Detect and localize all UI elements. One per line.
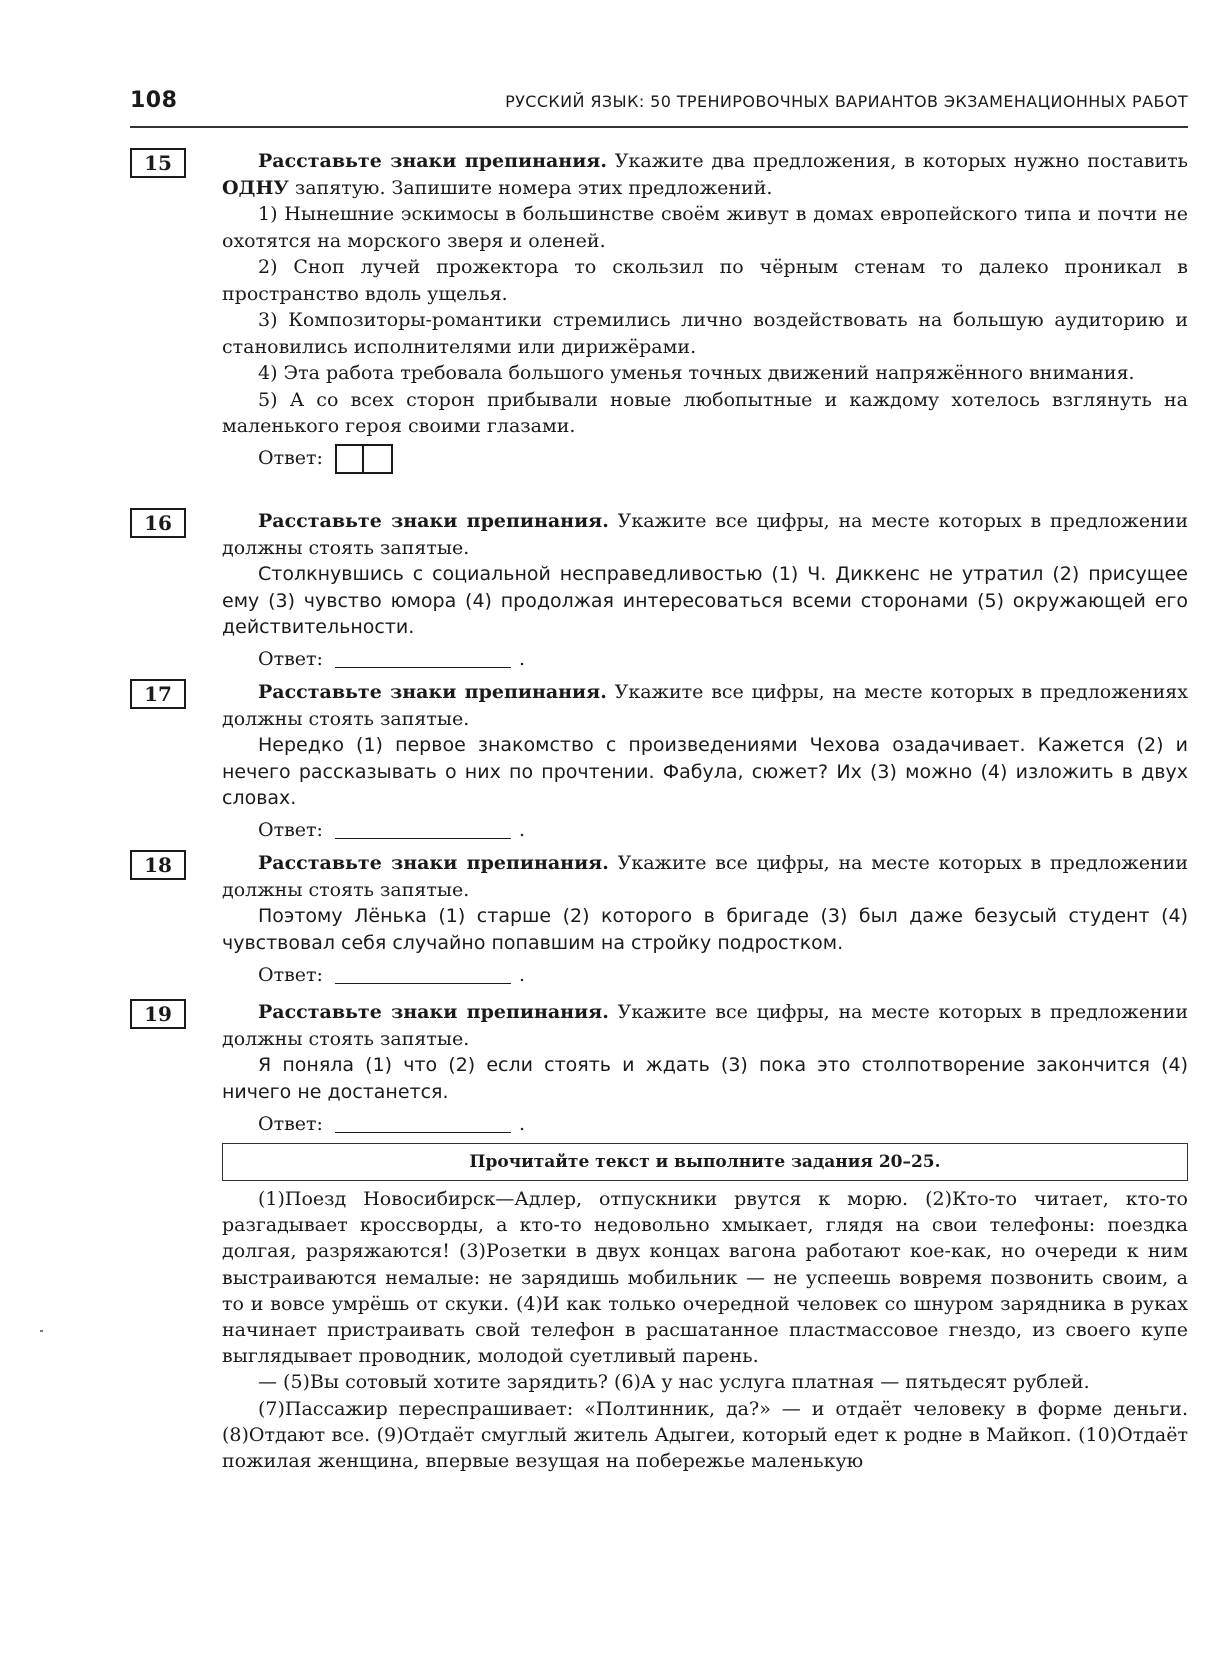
answer-row xyxy=(258,960,1188,990)
answer-line[interactable] xyxy=(335,967,511,984)
instruction-text: Укажите все цифры, на месте которых в предложении должны стоять запятые. xyxy=(222,1001,1189,1050)
sentence-item: 4) Эта работа требовала большого уменья точных движений напряжённого внимания. xyxy=(258,362,1135,384)
instruction-bold: Расставьте знаки препинания. xyxy=(258,681,607,703)
reading-text xyxy=(222,1186,1188,1474)
answer-label: Ответ: xyxy=(258,648,323,671)
instruction-text: Укажите все цифры, на месте которых в предложении должны стоять запятые. xyxy=(222,852,1189,901)
answer-end-mark: . xyxy=(518,819,525,842)
task-body xyxy=(222,999,1188,1139)
page-header xyxy=(130,88,1188,128)
sentence-item: 3) Композиторы-романтики стремились лично воздействовать на большую аудиторию и становились исполнителями или дирижёрами. xyxy=(222,309,1188,358)
answer-label: Ответ: xyxy=(258,447,323,470)
instruction-bold: Расставьте знаки препинания. xyxy=(258,852,609,874)
instruction-text: Укажите все цифры, на месте которых в предложениях должны стоять запятые. xyxy=(222,681,1188,730)
task-number-badge: 16 xyxy=(130,508,186,538)
sentence-item: 5) А со всех сторон прибывали новые любопытные и каждому хотелось взглянуть на маленького героя своими глазами. xyxy=(222,388,1188,437)
sentence-item: 1) Нынешние эскимосы в большинстве своём живут в домах европейского типа и почти не охотятся на морского зверя и оленей. xyxy=(222,203,1188,252)
answer-end-mark: . xyxy=(518,1112,525,1135)
scan-speck xyxy=(40,1330,43,1332)
task-instruction xyxy=(222,679,1188,732)
answer-end-mark: . xyxy=(518,648,525,671)
task-body xyxy=(222,850,1188,990)
reading-paragraph: (7)Пассажир переспрашивает: «Полтинник, да?» — и отдаёт человеку в форме деньги. (8)Отдают все. (9)Отдаёт смуглый житель Адыгеи, который едет к родне в Майкоп. (10)Отдаёт пожилая женщина, впервые везущая на побережье маленькую xyxy=(222,1397,1188,1473)
instruction-bold: Расставьте знаки препинания. xyxy=(258,510,609,532)
task-number-badge: 18 xyxy=(130,850,186,880)
answer-label: Ответ: xyxy=(258,819,323,842)
task-instruction xyxy=(222,148,1188,201)
sentence-item: 2) Сноп лучей прожектора то скользил по чёрным стенам то далеко проникал в пространство вдоль ущелья. xyxy=(222,256,1188,305)
task-passage: Поэтому Лёнька (1) старше (2) которого в бригаде (3) был даже безусый студент (4) чувствовал себя случайно попавшим на стройку подростком. xyxy=(222,905,1188,954)
task-body xyxy=(222,679,1188,846)
task-body xyxy=(222,148,1188,474)
answer-box-cell[interactable] xyxy=(335,444,364,474)
answer-row xyxy=(258,444,1188,474)
running-head: РУССКИЙ ЯЗЫК: 50 ТРЕНИРОВОЧНЫХ ВАРИАНТОВ ЭКЗАМЕНАЦИОННЫХ РАБОТ xyxy=(505,92,1188,111)
instruction-bold: Расставьте знаки препинания. xyxy=(258,1001,609,1023)
instruction-emphasis: ОДНУ xyxy=(222,176,289,199)
answer-label: Ответ: xyxy=(258,1112,323,1135)
answer-row xyxy=(258,645,1188,675)
answer-boxes xyxy=(335,444,393,474)
answer-row xyxy=(258,1109,1188,1139)
answer-end-mark: . xyxy=(518,963,525,986)
instruction-text: Укажите два предложения, в которых нужно поставить xyxy=(606,150,1188,172)
instruction-text: Укажите все цифры, на месте которых в предложении должны стоять запятые. xyxy=(222,510,1189,559)
instruction-bold: Расставьте знаки препинания. xyxy=(258,150,607,172)
task-number-badge: 17 xyxy=(130,679,186,709)
task-passage: Я поняла (1) что (2) если стоять и ждать (3) пока это столпотворение закончится (4) ничего не достанется. xyxy=(222,1054,1188,1103)
answer-box-cell[interactable] xyxy=(364,444,393,474)
task-number-badge: 15 xyxy=(130,148,186,178)
reading-instruction-box: Прочитайте текст и выполните задания 20–25. xyxy=(222,1143,1188,1181)
reading-paragraph: (1)Поезд Новосибирск—Адлер, отпускники рвутся к морю. (2)Кто-то читает, кто-то разгадывает кроссворды, а кто-то недовольно хмыкает, глядя на свои телефоны: поездка долгая, разряжаются! (3)Розетки в двух концах вагона работают кое-как, но очереди к ним выстраиваются немалые: не зарядишь мобильник — не успеешь вовремя позвонить своим, а то и вовсе умрёшь от скуки. (4)И как только очередной человек со шнуром зарядника в руках начинает пристраивать свой телефон в расшатанное пластмассовое гнездо, из своего купе выглядывает проводник, молодой суетливый парень. xyxy=(222,1188,1188,1368)
answer-line[interactable] xyxy=(335,822,511,839)
task-instruction xyxy=(222,850,1188,903)
task-body xyxy=(222,508,1188,675)
task-passage: Столкнувшись с социальной несправедливостью (1) Ч. Диккенс не утратил (2) присущее ему (3) чувство юмора (4) продолжая интересоваться всеми сторонами (5) окружающей его действительности. xyxy=(222,563,1188,638)
answer-label: Ответ: xyxy=(258,963,323,986)
answer-line[interactable] xyxy=(335,1116,511,1133)
task-instruction xyxy=(222,999,1188,1052)
instruction-text: запятую. Запишите номера этих предложений. xyxy=(288,176,773,199)
task-passage: Нередко (1) первое знакомство с произведениями Чехова озадачивает. Кажется (2) и нечего рассказывать о них по прочтении. Фабула, сюжет? Их (3) можно (4) изложить в двух словах. xyxy=(222,734,1188,809)
task-number-badge: 19 xyxy=(130,999,186,1029)
answer-row xyxy=(258,816,1188,846)
page-number: 108 xyxy=(130,88,178,113)
reading-paragraph: — (5)Вы сотовый хотите зарядить? (6)А у нас услуга платная — пятьдесят рублей. xyxy=(258,1371,1090,1394)
answer-line[interactable] xyxy=(335,651,511,668)
task-instruction xyxy=(222,508,1188,561)
